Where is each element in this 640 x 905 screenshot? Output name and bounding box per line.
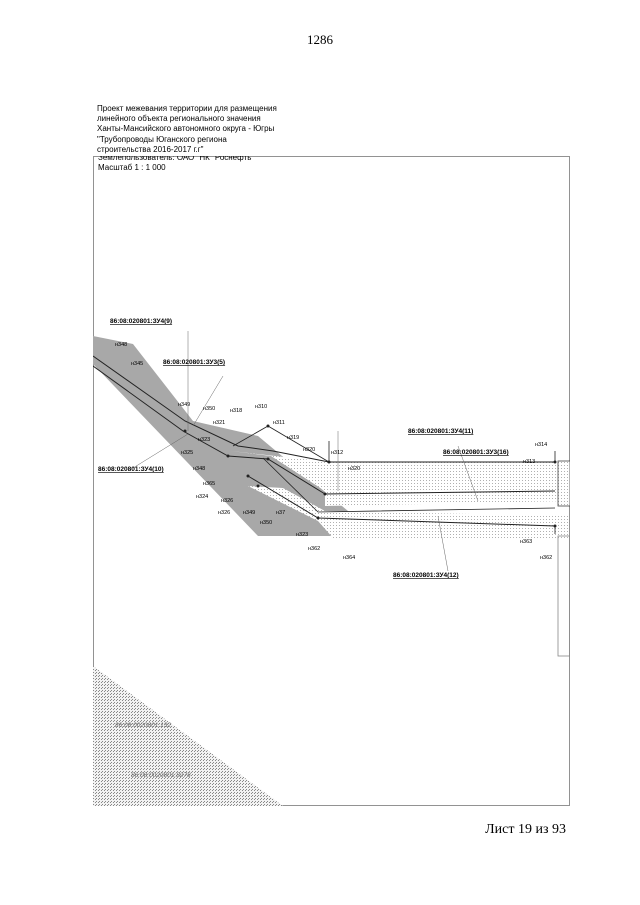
point-label: н325 (181, 450, 194, 456)
cadastral-map (93, 156, 570, 806)
header-line: Проект межевания территории для размещения (97, 104, 277, 113)
parcel-label: 86:08:020801:ЗУ4(9) (110, 318, 173, 325)
parcel-label: 86:08:020801:ЗУ4(12) (393, 572, 459, 579)
header-line: Ханты-Мансийского автономного округа - Югры (97, 124, 275, 134)
point-label: н37 (276, 510, 286, 516)
header-line: "Трубопроводы Юганского региона (97, 134, 227, 144)
background-parcel-label: 86:08:0020801:132 (115, 722, 172, 729)
header-line: линейного объекта регионального значения (97, 114, 261, 124)
point-label: н313 (523, 459, 536, 465)
parcel-label: 86:08:020801:ЗУ3(5) (163, 359, 226, 366)
point-label: н323 (198, 437, 211, 443)
point-label: н349 (243, 510, 256, 516)
point-label: н348 (115, 342, 128, 348)
point-label: н320 (303, 447, 316, 453)
background-parcel-label: 86:08:0020801:8278 (131, 772, 191, 779)
point-label: н326 (218, 510, 231, 516)
scale-label: Масштаб 1 : 1 000 (98, 163, 166, 172)
point-label: н320 (348, 466, 361, 472)
parcel-label: 86:08:020801:ЗУ3(16) (443, 449, 509, 456)
point-label: н314 (535, 442, 548, 448)
point-label: н319 (287, 435, 300, 441)
point-label: н324 (196, 494, 209, 500)
point-label: н318 (230, 408, 243, 414)
page-number: 1286 (307, 32, 333, 47)
point-label: н362 (540, 555, 553, 561)
point-label: н365 (203, 481, 216, 487)
point-label: н310 (255, 404, 268, 410)
point-label: н362 (308, 546, 321, 552)
point-label: н326 (221, 498, 234, 504)
parcel-label: 86:08:020801:ЗУ4(11) (408, 428, 474, 435)
point-label: н364 (343, 555, 356, 561)
sheet-label: Лист 19 из 93 (485, 822, 566, 837)
point-label: н363 (520, 539, 533, 545)
landowner-label: Землепользователь: ОАО "НК "Роснефть" (98, 156, 255, 162)
point-label: н350 (203, 406, 216, 412)
point-label: н345 (131, 361, 144, 367)
point-label: н311 (273, 420, 285, 426)
map-title-block (97, 104, 317, 155)
point-label: н348 (193, 466, 206, 472)
bottom-left-hatch (93, 666, 283, 806)
point-label: н350 (260, 520, 273, 526)
point-label: н321 (213, 420, 226, 426)
parcel-label: 86:08:020801:ЗУ4(10) (98, 466, 164, 473)
point-label: н349 (178, 402, 191, 408)
point-label: н323 (296, 532, 309, 538)
point-label: н312 (331, 450, 344, 456)
header-line: строительства 2016-2017 г.г" (97, 144, 204, 154)
